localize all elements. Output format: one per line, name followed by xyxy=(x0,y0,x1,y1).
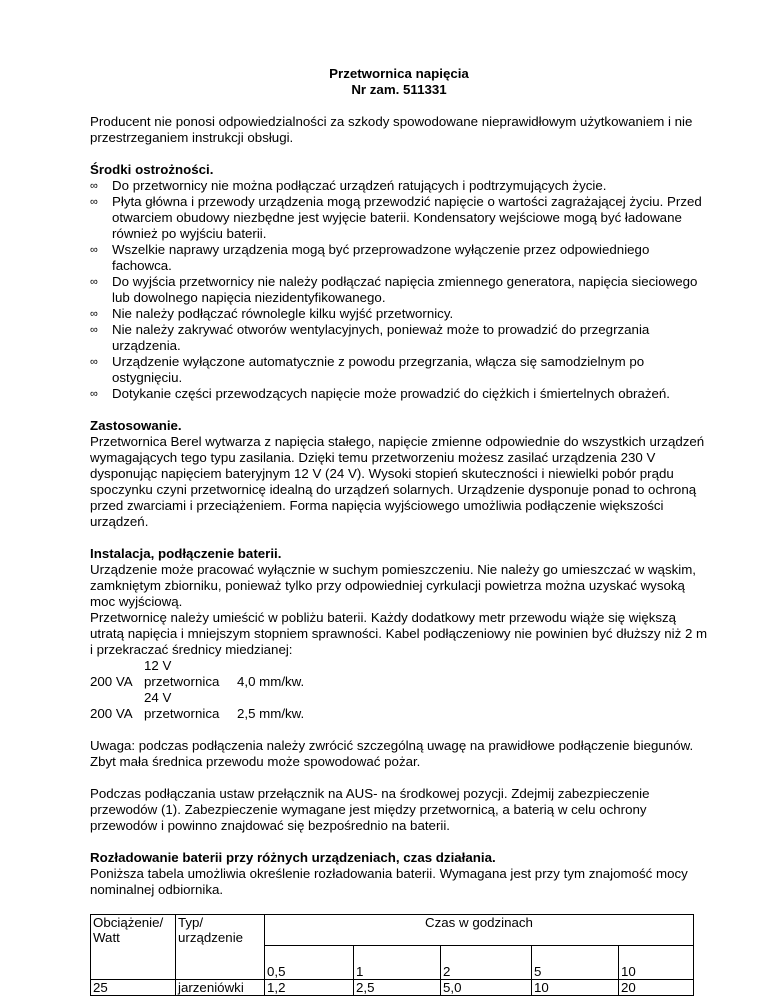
list-item: ∞ Urządzenie wyłączone automatycznie z powodu przegrzania, włącza się samodzielnym po ostygnięciu. xyxy=(90,354,645,385)
table-cell: 0,5 xyxy=(265,945,354,979)
bullet-icon: ∞ xyxy=(90,276,98,288)
cable-spec-row: 200 VA24 V przetwornica 2,5 mm/kw. xyxy=(90,690,305,721)
table-cell: jarzeniówki xyxy=(176,979,265,995)
table-cell: 2,5 xyxy=(354,979,441,995)
list-item: ∞ Do wyjścia przetwornicy nie należy podłączać napięcia zmiennego generatora, napięcia sieciowego lub dowolnego napięcia niezidentyfikowanego. xyxy=(90,274,698,305)
document-title: Przetwornica napięcia xyxy=(329,66,469,81)
bullet-icon: ∞ xyxy=(90,180,98,192)
table-cell: 5,0 xyxy=(441,979,532,995)
table-header-type: Typ/ urządzenie xyxy=(176,915,265,946)
table-cell: 25 xyxy=(91,979,176,995)
usage-paragraph: Przetwornica Berel wytwarza z napięcia stałego, napięcie zmienne odpowiednie do wszystkich urządzeń wymagających tego typu zasilania. Dzięki temu przetworzeniu możesz zasilać urządzenia 230 V dysponując napięciem bateryjnym 12 V (24 V). Wysoki stopień skuteczności i niewielki pobór prądu spoczynku czyni przetwornicę idealną do urządzeń solarnych. Urządzenie dysponuje ponad to ochroną przed zwarciami i przeciążeniem. Forma napięcia wyjściowego umożliwia podłączenie większości urządzeń. xyxy=(90,434,705,529)
list-item: ∞ Nie należy podłączać równolegle kilku wyjść przetwornicy. xyxy=(90,306,454,321)
table-cell: 2 xyxy=(441,945,532,979)
safety-list xyxy=(90,178,708,402)
warning-paragraph: Uwaga: podczas podłączenia należy zwrócić szczególną uwagę na prawidłowe podłączenie biegunów. Zbyt mała średnica przewodu może spowodować pożar. xyxy=(90,738,694,769)
discharge-paragraph: Poniższa tabela umożliwia określenie rozładowania baterii. Wymagana jest przy tym znajomość mocy nominalnej odbiornika. xyxy=(90,866,688,897)
list-item: ∞ Nie należy zakrywać otworów wentylacyjnych, ponieważ może to prowadzić do przegrzania urządzenia. xyxy=(90,322,650,353)
bullet-icon: ∞ xyxy=(90,388,98,400)
list-item: ∞ Do przetwornicy nie można podłączać urządzeń ratujących i podtrzymujących życie. xyxy=(90,178,607,193)
list-item: ∞ Płyta główna i przewody urządzenia mogą przewodzić napięcie o wartości zagrażającej życiu. Przed otwarciem obudowy niezbędne jest wyjęcie baterii. Kondensatory wejściowe mogą być ładowane również po wyjściu baterii. xyxy=(90,194,702,241)
table-cell xyxy=(176,945,265,979)
table-header-load: Obciążenie/ Watt xyxy=(91,915,176,946)
intro-paragraph: Producent nie ponosi odpowiedzialności za szkody spowodowane nieprawidłowym użytkowaniem i nie przestrzeganiem instrukcji obsługi. xyxy=(90,114,693,145)
cable-spec-row: 200 VA12 V przetwornica 4,0 mm/kw. xyxy=(90,658,305,689)
table-cell xyxy=(91,945,176,979)
table-cell: 20 xyxy=(619,979,694,995)
connection-paragraph: Podczas podłączania ustaw przełącznik na AUS- na środkowej pozycji. Zdejmij zabezpieczenie przewodów (1). Zabezpieczenie wymagane jest między przetwornicą, a baterią w celu ochrony przewodów i powinno znajdować się bezpośrednio na baterii. xyxy=(90,786,650,833)
document-page xyxy=(90,66,708,996)
install-paragraph-2: Przetwornicę należy umieścić w pobliżu baterii. Każdy dodatkowy metr przewodu wiąże się większą utratą napięcia i mniejszym stopniem sprawności. Kabel podłączeniowy nie powinien być dłuższy niż 2 m i przekraczać średnicy miedzianej: xyxy=(90,610,708,657)
bullet-icon: ∞ xyxy=(90,324,98,336)
table-cell: 1 xyxy=(354,945,441,979)
table-cell: 10 xyxy=(532,979,619,995)
discharge-table xyxy=(90,914,694,996)
order-number: Nr zam. 511331 xyxy=(351,82,447,97)
install-heading: Instalacja, podłączenie baterii. xyxy=(90,546,282,561)
list-item: ∞ Dotykanie części przewodzących napięcie może prowadzić do ciężkich i śmiertelnych obrażeń. xyxy=(90,386,670,401)
bullet-icon: ∞ xyxy=(90,308,98,320)
install-paragraph-1: Urządzenie może pracować wyłącznie w suchym pomieszczeniu. Nie należy go umieszczać w wąskim, zamkniętym zbiorniku, ponieważ tylko przy odpowiedniej cyrkulacji powietrza można uzyskać wysoką moc wyjściową. xyxy=(90,562,696,609)
discharge-heading: Rozładowanie baterii przy różnych urządzeniach, czas działania. xyxy=(90,850,496,865)
bullet-icon: ∞ xyxy=(90,244,98,256)
table-header-time: Czas w godzinach xyxy=(265,915,694,946)
table-cell: 5 xyxy=(532,945,619,979)
safety-heading: Środki ostrożności. xyxy=(90,162,214,177)
list-item: ∞ Wszelkie naprawy urządzenia mogą być przeprowadzone wyłączenie przez odpowiedniego fachowca. xyxy=(90,242,650,273)
bullet-icon: ∞ xyxy=(90,196,98,208)
table-row xyxy=(91,979,694,995)
table-cell: 10 xyxy=(619,945,694,979)
bullet-icon: ∞ xyxy=(90,356,98,368)
table-cell: 1,2 xyxy=(265,979,354,995)
usage-heading: Zastosowanie. xyxy=(90,418,182,433)
